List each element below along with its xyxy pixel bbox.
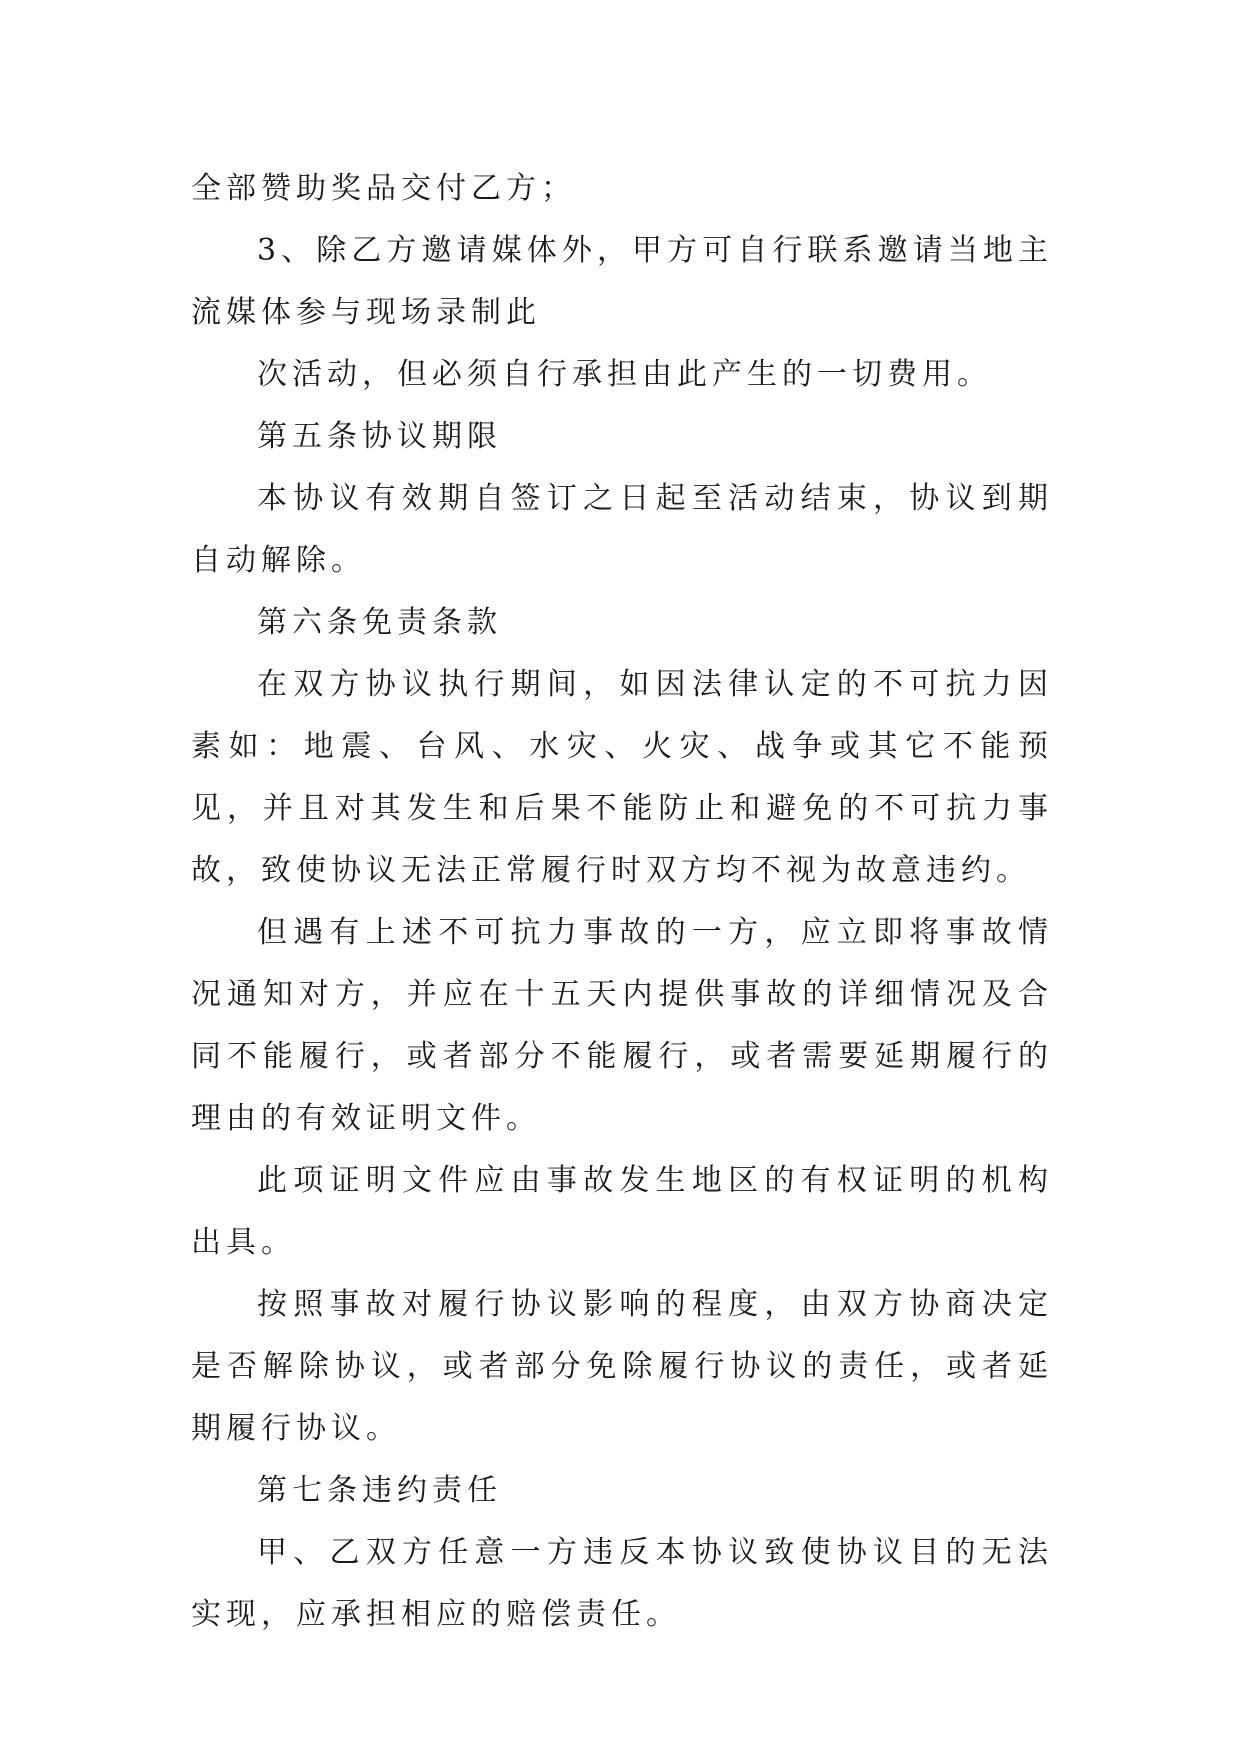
section-heading-liability: 第七条违约责任 bbox=[257, 1473, 502, 1508]
paragraph-negotiation: 按照事故对履行协议影响的程度，由双方协商决定是否解除协议，或者部分免除履行协议的责任，或者延期履行协议。 bbox=[191, 1287, 1053, 1446]
paragraph-prizes-delivery: 全部赞助奖品交付乙方； bbox=[191, 171, 576, 206]
paragraph-certification: 此项证明文件应由事故发生地区的有权证明的机构出具。 bbox=[191, 1163, 1053, 1260]
document-page bbox=[191, 158, 1053, 1646]
paragraph-media-invitation: 3、除乙方邀请媒体外，甲方可自行联系邀请当地主流媒体参与现场录制此 bbox=[191, 233, 1053, 330]
paragraph-notification: 但遇有上述不可抗力事故的一方，应立即将事故情况通知对方，并应在十五天内提供事故的详细情况及合同不能履行，或者部分不能履行，或者需要延期履行的理由的有效证明文件。 bbox=[191, 915, 1053, 1136]
section-heading-term: 第五条协议期限 bbox=[257, 419, 502, 454]
paragraph-media-costs: 次活动，但必须自行承担由此产生的一切费用。 bbox=[257, 357, 992, 392]
paragraph-term: 本协议有效期自签订之日起至活动结束，协议到期自动解除。 bbox=[191, 481, 1053, 578]
section-heading-disclaimer: 第六条免责条款 bbox=[257, 605, 502, 640]
paragraph-force-majeure: 在双方协议执行期间，如因法律认定的不可抗力因素如：地震、台风、水灾、火灾、战争或其它不能预见，并且对其发生和后果不能防止和避免的不可抗力事故，致使协议无法正常履行时双方均不视为故意违约。 bbox=[191, 667, 1053, 888]
paragraph-liability: 甲、乙双方任意一方违反本协议致使协议目的无法实现，应承担相应的赔偿责任。 bbox=[191, 1535, 1053, 1632]
